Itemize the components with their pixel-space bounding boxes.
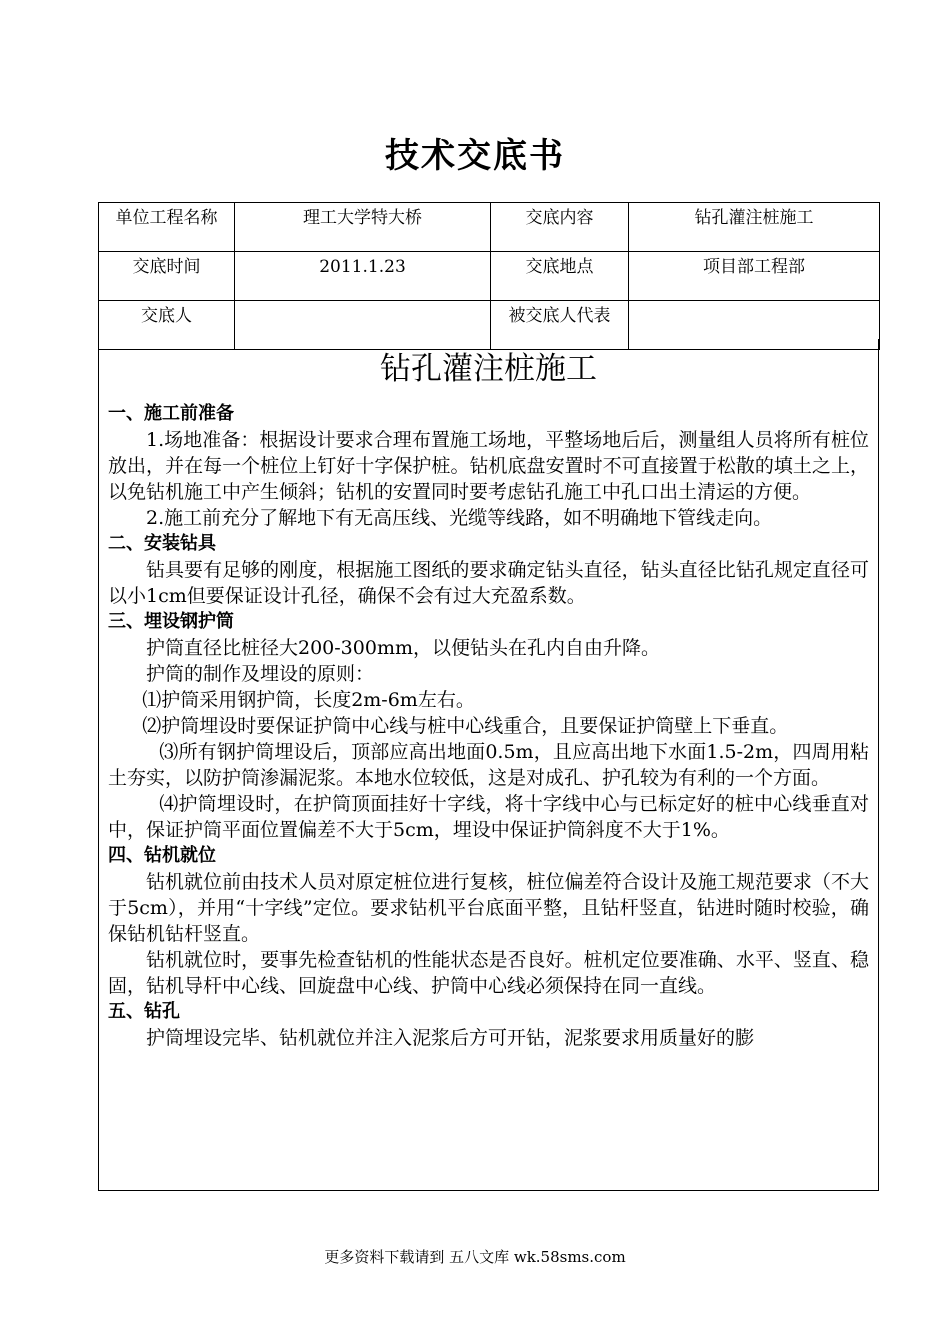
paragraph: ⑴护筒采用钢护筒，长度2m-6m左右。 [142, 689, 475, 711]
paragraph: 护筒的制作及埋设的原则： [146, 663, 375, 685]
section-heading: 一、施工前准备 [108, 403, 234, 424]
paragraph: ⑷护筒埋设时，在护筒顶面挂好十字线，将十字线中心与已标定好的桩中心线垂直对中，保证护筒平面位置偏差不大于5cm，埋设中保证护筒斜度不大于1%。 [108, 793, 869, 841]
paragraph: 钻机就位前由技术人员对原定桩位进行复核，桩位偏差符合设计及施工规范要求（不大于5cm），并用“十字线”定位。要求钻机平台底面平整，且钻杆竖直，钻进时随时校验，确保钻机钻杆竖直。 [108, 871, 869, 945]
section-heading: 三、埋设钢护筒 [108, 611, 234, 632]
section-heading: 二、安装钻具 [108, 533, 216, 554]
location-label: 交底地点 [491, 252, 629, 301]
project-name-label: 单位工程名称 [99, 203, 235, 252]
presenter-label: 交底人 [99, 301, 235, 350]
document-title: 技术交底书 [385, 136, 565, 176]
footer-link[interactable]: 更多资料下载请到 五八文库 wk.58sms.com [324, 1248, 626, 1266]
paragraph: 钻具要有足够的刚度，根据施工图纸的要求确定钻头直径，钻头直径比钻孔规定直径可以小1cm但要保证设计孔径，确保不会有过大充盈系数。 [108, 559, 869, 607]
content-body [99, 401, 878, 1051]
content-title: 钻孔灌注桩施工 [380, 351, 597, 387]
table-row [99, 203, 880, 252]
paragraph: ⑶所有钢护筒埋设后，顶部应高出地面0.5m，且应高出地下水面1.5-2m，四周用粘土夯实，以防护筒渗漏泥浆。本地水位较低，这是对成孔、护孔较为有利的一个方面。 [108, 741, 869, 789]
paragraph: 钻机就位时，要事先检查钻机的性能状态是否良好。桩机定位要准确、水平、竖直、稳固，钻机导杆中心线、回旋盘中心线、护筒中心线必须保持在同一直线。 [108, 949, 869, 997]
paragraph: ⑵护筒埋设时要保证护筒中心线与桩中心线重合，且要保证护筒壁上下垂直。 [142, 715, 789, 737]
content-box [98, 339, 879, 1191]
paragraph: 2.施工前充分了解地下有无高压线、光缆等线路，如不明确地下管线走向。 [146, 507, 773, 529]
time-label: 交底时间 [99, 252, 235, 301]
section-heading: 四、钻机就位 [108, 845, 216, 866]
table-row [99, 252, 880, 301]
location-value: 项目部工程部 [629, 252, 880, 301]
project-name-value: 理工大学特大桥 [235, 203, 491, 252]
recipient-label: 被交底人代表 [491, 301, 629, 350]
section-heading: 五、钻孔 [108, 1001, 180, 1022]
paragraph: 1.场地准备：根据设计要求合理布置施工场地，平整场地后后，测量组人员将所有桩位放出，并在每一个桩位上钉好十字保护桩。钻机底盘安置时不可直接置于松散的填土之上，以免钻机施工中产生倾斜；钻机的安置同时要考虑钻孔施工中孔口出土清运的方便。 [108, 429, 869, 503]
time-value: 2011.1.23 [235, 252, 491, 301]
content-value: 钻孔灌注桩施工 [629, 203, 880, 252]
content-label: 交底内容 [491, 203, 629, 252]
paragraph: 护筒直径比桩径大200-300mm，以便钻头在孔内自由升降。 [146, 637, 660, 659]
info-table [98, 202, 880, 350]
paragraph: 护筒埋设完毕、钻机就位并注入泥浆后方可开钻，泥浆要求用质量好的膨 [146, 1027, 755, 1049]
